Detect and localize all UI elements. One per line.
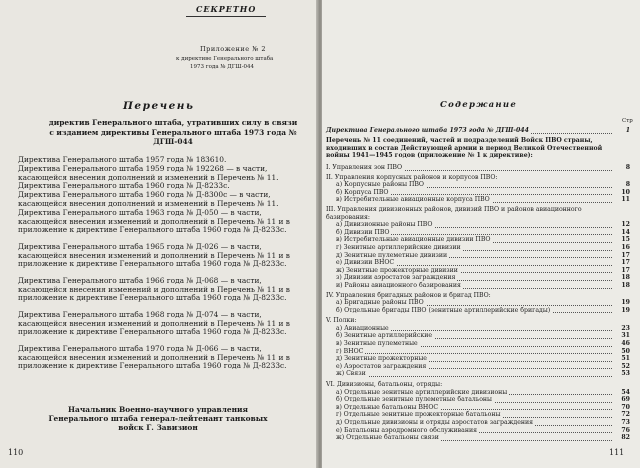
directive-entry: Директива Генерального штаба 1965 года № Д-026 — в части, касающейся внесения изменений и дополнений в Перечень № 11 и в приложение к директиве Генерального штаба 1960 года № Д-8233с. — [18, 242, 290, 269]
toc-item: г) ВНОС 50 — [336, 347, 630, 355]
toc-section-header: III. Управления дивизионных районов, дивизий ПВО и районов авиационного базирования: — [326, 205, 582, 221]
toc-item: а) Дивизионные районы ПВО 12 — [336, 221, 630, 229]
toc-section-header: VI. Дивизионы, батальоны, отряды: — [326, 381, 443, 389]
toc-item: ж) Зенитные прожекторные дивизии 17 — [336, 266, 630, 274]
appendix-line-3: 1973 года № ДГШ-044 — [190, 64, 255, 70]
toc-item: а) Отдельные зенитные артиллерийские дивизионы 54 — [336, 388, 630, 396]
list-title: Перечень — [123, 100, 195, 112]
toc-item: в) Истребительные авиационные корпуса ПВО 11 — [336, 196, 630, 204]
toc-section-header: II. Управления корпусных районов и корпусов ПВО: — [326, 173, 498, 181]
toc-item: в) Зенитные пулеметные 46 — [336, 340, 630, 348]
directive-entry: Директива Генерального штаба 1959 года № 192268 — в части, касающейся внесения дополнений и изменений в Перечень № 11. — [18, 164, 279, 182]
list-subtitle: директив Генерального штаба, утративших силу в связи с изданием директивы Генерального штаба 1973 года № ДГШ-044 — [48, 118, 298, 146]
secret-mark: СЕКРЕТНО — [196, 4, 257, 14]
signature-block: Начальник Военно-научного управления Генерального штаба генерал-лейтенант танковых войск Г. Завизион — [48, 405, 268, 432]
page-column-label: Стр — [622, 118, 633, 124]
page-number-right: 111 — [609, 448, 625, 457]
toc-item: в) Истребительные авиационные дивизии ПВО 15 — [336, 236, 630, 244]
directive-entry: Директива Генерального штаба 1960 года № Д-8233с. — [18, 181, 230, 190]
toc-item: д) Отдельные дивизионы и отряды аэростатов заграждения 73 — [336, 419, 630, 426]
toc-item: е) Дивизии ВНОС 17 — [336, 259, 630, 267]
directive-entry: Директива Генерального штаба 1960 года № Д-8300с — в части, касающейся внесения дополнений и изменений в Перечень № 11. — [18, 190, 279, 208]
toc-item: I. Управления зон ПВО 8 — [326, 164, 630, 171]
right-page — [322, 0, 640, 468]
toc-item: б) Дивизии ПВО 14 — [336, 228, 630, 236]
toc-item: ж) Отдельные батальоны связи 82 — [336, 434, 630, 442]
left-page — [0, 0, 318, 468]
directive-entry: Директива Генерального штаба 1957 года № 183610. — [18, 155, 227, 164]
secret-underline — [186, 16, 266, 17]
toc-section-header: V. Полки: — [326, 317, 357, 325]
contents-title: Содержание — [440, 100, 518, 110]
directive-entry: Директива Генерального штаба 1966 года № Д-068 — в части, касающейся внесения изменений и дополнений в Перечень № 11 и в приложение к директиве Генерального штаба 1960 года № Д-8233с. — [18, 276, 290, 303]
toc-item: Директива Генерального штаба 1973 года № ДГШ-044 1 — [326, 127, 630, 134]
toc-item: д) Зенитные прожекторные 51 — [336, 355, 630, 363]
appendix-line-2: к директиве Генерального штаба — [176, 56, 274, 62]
toc-item: ж) Связи 53 — [336, 370, 630, 378]
directive-line — [326, 127, 630, 135]
directive-entry: Директива Генерального штаба 1963 года № Д-050 — в части, касающейся внесения изменений и дополнений в Перечень № 11 и в приложение к директиве Генерального штаба 1960 года № Д-8233с. — [18, 208, 290, 235]
toc-item: е) Батальоны аэродромного обслуживания 76 — [336, 426, 630, 434]
toc-item: б) Отдельные бригады ПВО (зенитные артиллерийские бригады) 19 — [336, 306, 630, 314]
toc-item: г) Отдельные зенитные прожекторные батальоны 72 — [336, 411, 630, 419]
toc-item: з) Дивизии аэростатов заграждения 18 — [336, 274, 630, 282]
toc-item: б) Корпуса ПВО 10 — [336, 188, 630, 196]
directive-entry: Директива Генерального штаба 1970 года № Д-066 — в части, касающейся внесения изменений и дополнений в Перечень № 11 и в приложение к директиве Генерального штаба 1960 года № Д-8233с. — [18, 344, 290, 371]
appendix-label: Приложение № 2 — [200, 45, 266, 53]
toc-item: и) Районы авиационного базирования 18 — [336, 281, 630, 289]
directive-entry: Директива Генерального штаба 1968 года № Д-074 — в части, касающейся внесения изменений и дополнений в Перечень № 11 и в приложение к директиве Генерального штаба 1960 года № Д-8233с. — [18, 310, 290, 337]
toc-item: а) Корпусные районы ПВО 8 — [336, 181, 630, 189]
toc-item: а) Авиационные 23 — [336, 324, 630, 332]
contents-intro: Перечень № 11 соединений, частей и подразделений Войск ПВО страны, входивших в состав Действующей армии в период Великой Отечественной войны 1941—1945 годов (приложение № 1 к директиве): — [326, 137, 603, 160]
toc-item: г) Зенитные артиллерийские дивизии 16 — [336, 243, 630, 251]
toc-item: д) Зенитные пулеметные дивизии 17 — [336, 251, 630, 259]
contents-list — [326, 164, 630, 442]
toc-item: а) Бригадные районы ПВО 19 — [336, 299, 630, 307]
toc-section-header: IV. Управления бригадных районов и бригад ПВО: — [326, 291, 491, 299]
page-number-left: 110 — [8, 448, 24, 457]
toc-item: е) Аэростатов заграждения 52 — [336, 362, 630, 370]
toc-item: б) Отдельные зенитные пулеметные батальоны 69 — [336, 396, 630, 404]
toc-item: б) Зенитные артиллерийские 31 — [336, 332, 630, 340]
toc-item: в) Отдельные батальоны ВНОС 70 — [336, 403, 630, 411]
